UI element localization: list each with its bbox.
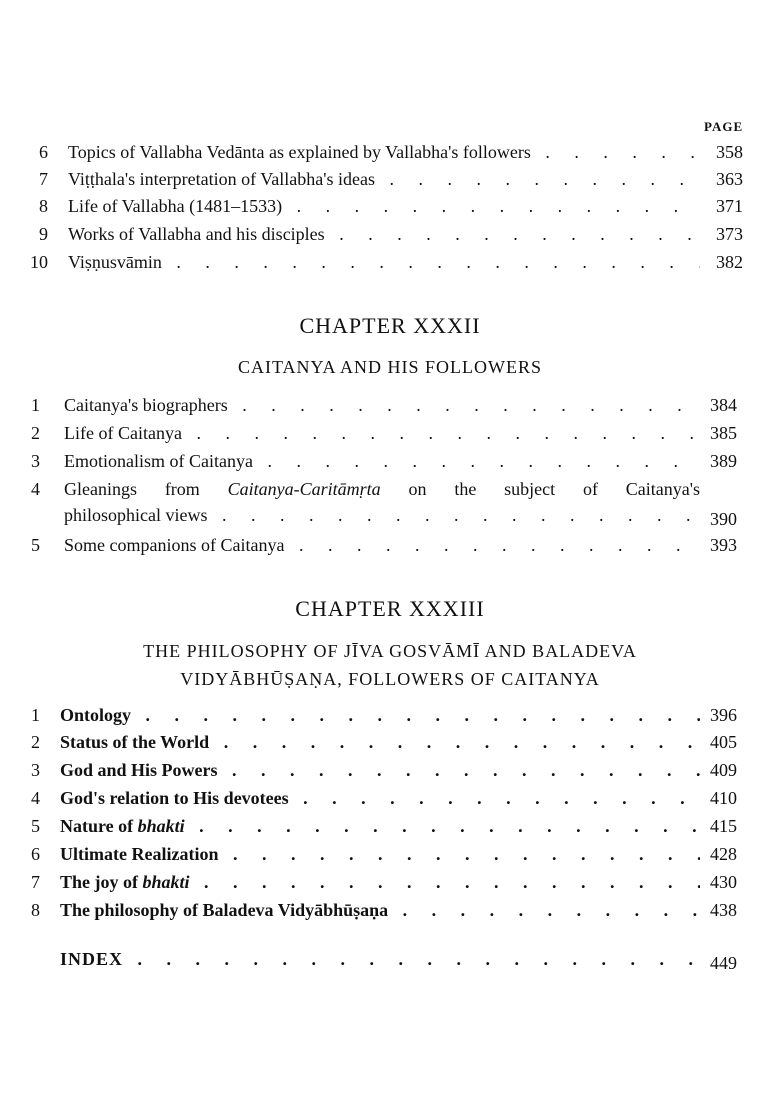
toc-entry[interactable]: [0, 702, 780, 728]
entry-number: 8: [39, 196, 48, 216]
chapter-subheading: CAITANYA AND HIS FOLLOWERS: [237, 357, 543, 377]
toc-entry[interactable]: [0, 392, 780, 418]
toc-entry[interactable]: [0, 193, 780, 219]
toc-entry[interactable]: [0, 532, 780, 558]
entry-title: Viṣṇusvāmin . . .: [68, 249, 700, 275]
entry-title-italic: bhakti: [137, 816, 185, 836]
entry-number: 1: [31, 705, 40, 725]
entry-number: 7: [31, 872, 40, 892]
entry-title: Nature of bhakti . . .: [60, 813, 700, 839]
chapter-subheading-line1: THE PHILOSOPHY OF JĪVA GOSVĀMĪ AND BALADEVA: [143, 641, 637, 661]
entry-number: 6: [31, 844, 40, 864]
entry-title: God's relation to His devotees . . .: [60, 785, 700, 811]
entry-page: 385: [710, 423, 737, 443]
entry-title: Viṭṭhala's interpretation of Vallabha's ideas . . .: [68, 166, 700, 192]
entry-page: 389: [710, 451, 737, 471]
toc-entry[interactable]: [0, 785, 780, 811]
entry-number: 6: [39, 142, 48, 162]
entry-title: Life of Vallabha (1481–1533) . . .: [68, 193, 700, 219]
entry-number: 4: [31, 788, 40, 808]
entry-page: 396: [710, 705, 737, 725]
toc-entry[interactable]: [0, 420, 780, 446]
entry-title: Ontology . . .: [60, 702, 700, 728]
entry-title: The joy of bhakti . . .: [60, 869, 700, 895]
toc-index-entry[interactable]: [0, 946, 780, 976]
entry-number: 7: [39, 169, 48, 189]
entry-title-line2: philosophical views . . .: [64, 502, 700, 528]
entry-page: 358: [716, 142, 743, 162]
entry-title: Life of Caitanya . . .: [64, 420, 700, 446]
entry-page: 390: [710, 509, 737, 529]
entry-number: 8: [31, 900, 40, 920]
toc-entry[interactable]: [0, 476, 780, 532]
index-title: INDEX . . .: [60, 946, 700, 972]
chapter-heading: CHAPTER XXXIII: [295, 596, 485, 621]
entry-page: 415: [710, 816, 737, 836]
entry-page: 405: [710, 732, 737, 752]
entry-title-line1: Gleanings from Caitanya-Caritāmṛta on the subject of Caitanya's: [64, 479, 700, 499]
entry-number: 2: [31, 732, 40, 752]
entry-number: 5: [31, 816, 40, 836]
entry-number: 3: [31, 451, 40, 471]
toc-entry[interactable]: [0, 813, 780, 839]
chapter-subheading-line2: VIDYĀBHŪṢAṆA, FOLLOWERS OF CAITANYA: [180, 669, 600, 689]
toc-entry[interactable]: [0, 897, 780, 923]
chapter-heading: CHAPTER XXXII: [299, 313, 481, 338]
entry-title: Topics of Vallabha Vedānta as explained by Vallabha's followers . . .: [68, 139, 700, 165]
entry-number: 1: [31, 395, 40, 415]
toc-entry[interactable]: [0, 166, 780, 192]
entry-title-italic: Caitanya-Caritāmṛta: [227, 479, 381, 499]
entry-page: 373: [716, 224, 743, 244]
toc-entry[interactable]: [0, 729, 780, 755]
entry-title: Caitanya's biographers . . .: [64, 392, 700, 418]
toc-entry[interactable]: [0, 757, 780, 783]
toc-entry[interactable]: [0, 221, 780, 247]
entry-title: Some companions of Caitanya . . .: [64, 532, 700, 558]
entry-title: Emotionalism of Caitanya . . .: [64, 448, 700, 474]
entry-page: 438: [710, 900, 737, 920]
toc-entry[interactable]: [0, 249, 780, 275]
toc-entry[interactable]: [0, 448, 780, 474]
entry-title: Ultimate Realization . . .: [60, 841, 700, 867]
entry-page: 393: [710, 535, 737, 555]
entry-number: 2: [31, 423, 40, 443]
entry-page: 428: [710, 844, 737, 864]
toc-entry[interactable]: [0, 139, 780, 165]
entry-number: 10: [30, 252, 48, 272]
toc-entry[interactable]: [0, 841, 780, 867]
entry-title: Status of the World . . .: [60, 729, 700, 755]
index-page: 449: [710, 953, 737, 973]
entry-title: [64, 476, 700, 528]
entry-title-italic: bhakti: [142, 872, 190, 892]
entry-page: 409: [710, 760, 737, 780]
entry-page: 363: [716, 169, 743, 189]
entry-page: 382: [716, 252, 743, 272]
entry-number: 5: [31, 535, 40, 555]
entry-page: 410: [710, 788, 737, 808]
entry-title: The philosophy of Baladeva Vidyābhūṣaṇa . . .: [60, 897, 700, 923]
page-column-label: PAGE: [704, 119, 744, 134]
entry-page: 384: [710, 395, 737, 415]
entry-page: 371: [716, 196, 743, 216]
entry-title: Works of Vallabha and his disciples . . .: [68, 221, 700, 247]
entry-number: 9: [39, 224, 48, 244]
toc-entry[interactable]: [0, 869, 780, 895]
entry-number: 3: [31, 760, 40, 780]
entry-page: 430: [710, 872, 737, 892]
entry-title: God and His Powers . . .: [60, 757, 700, 783]
entry-number: 4: [31, 479, 40, 499]
